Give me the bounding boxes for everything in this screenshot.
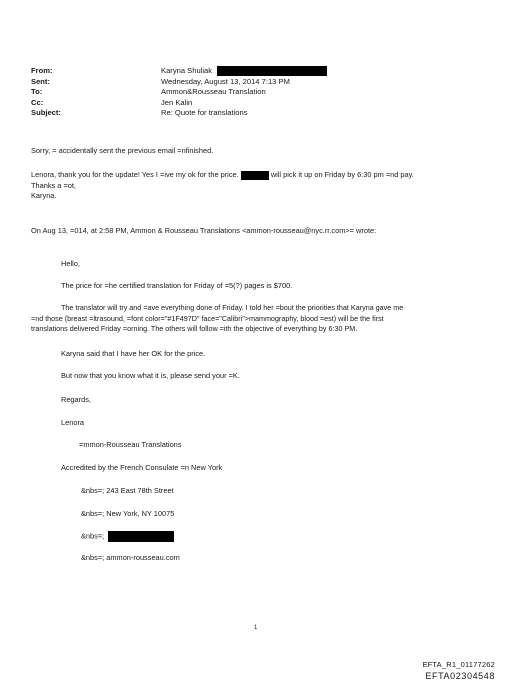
sorry-line: Sorry, = accidentally sent the previous email =nfinished.: [31, 146, 214, 155]
company-line: =mmon-Rousseau Translations: [79, 440, 182, 449]
reply-paragraph: [31, 170, 414, 202]
send-ok-line: But now that you know what it is, please send your =K.: [61, 371, 240, 380]
to-row: [31, 87, 327, 98]
redaction-box: [108, 531, 174, 542]
sent-value: Wednesday, August 13, 2014 7:13 PM: [161, 76, 290, 86]
email-header: [31, 66, 327, 119]
bates-number-1: EFTA_R1_01177262: [422, 660, 495, 669]
page-number: 1: [254, 625, 258, 631]
hello-line: Hello,: [61, 259, 80, 268]
sent-row: [31, 77, 327, 88]
sent-label: Sent:: [31, 76, 50, 86]
regards-line: Regards,: [61, 395, 91, 404]
cc-value: Jen Kalin: [161, 97, 193, 107]
signoff: Karyna.: [31, 191, 57, 201]
translator-paragraph: [31, 303, 403, 335]
name-line: Lenora: [61, 418, 85, 427]
translator-line: =nd those (breast =ltrasound, =font color="#1F497D" face="Calibri">mammography, blood =est) will be the first: [31, 313, 384, 323]
bates-number-2: EFTA02304548: [425, 671, 495, 681]
from-label: From:: [31, 66, 53, 75]
ok-price-line: Karyna said that I have her OK for the price.: [61, 349, 206, 358]
from-row: [31, 66, 327, 77]
redaction-box: [241, 171, 269, 180]
address-line-4: &nbs=; ammon-rousseau.com: [81, 553, 180, 562]
accredited-line: Accredited by the French Consulate =n New York: [61, 463, 223, 472]
subject-row: [31, 108, 327, 119]
from-value: [161, 66, 327, 77]
cc-label: Cc:: [31, 97, 44, 107]
thanks-line-2: Thanks a =ot,: [31, 180, 76, 190]
subject-label: Subject:: [31, 108, 61, 118]
price-line: The price for =he certified translation for Friday of =5(?) pages is $700.: [61, 281, 293, 290]
address-line-3: [81, 531, 174, 542]
from-name: Karyna Shuliak: [161, 66, 213, 75]
quote-header: On Aug 13, =014, at 2:58 PM, Ammon & Rousseau Translations <ammon-rousseau@nyc.rr.com>= wrote:: [31, 226, 377, 235]
to-label: To:: [31, 87, 43, 97]
address-line-2: &nbs=; New York, NY 10075: [81, 509, 175, 518]
cc-row: [31, 98, 327, 109]
redaction-box: [217, 66, 327, 76]
subject-value: Re: Quote for translations: [161, 108, 248, 118]
to-value: Ammon&Rousseau Translation: [161, 87, 266, 97]
address-3-text: &nbs=;: [81, 531, 105, 541]
translator-line: translations delivered Friday =orning. The others will follow =ith the objective of everything by 6:30 PM.: [31, 324, 358, 334]
thanks-text-b: will pick it up on Friday by 6:30 pm =nd pay.: [270, 170, 414, 179]
translator-line: The translator will try and =ave everything done of Friday. I told her =bout the priorities that Karyna gave me: [61, 303, 404, 312]
thanks-line: [31, 170, 414, 181]
address-line-1: &nbs=; 243 East 78th Street: [81, 486, 174, 495]
thanks-text-a: Lenora, thank you for the update! Yes I =ive my ok for the price.: [31, 170, 239, 179]
